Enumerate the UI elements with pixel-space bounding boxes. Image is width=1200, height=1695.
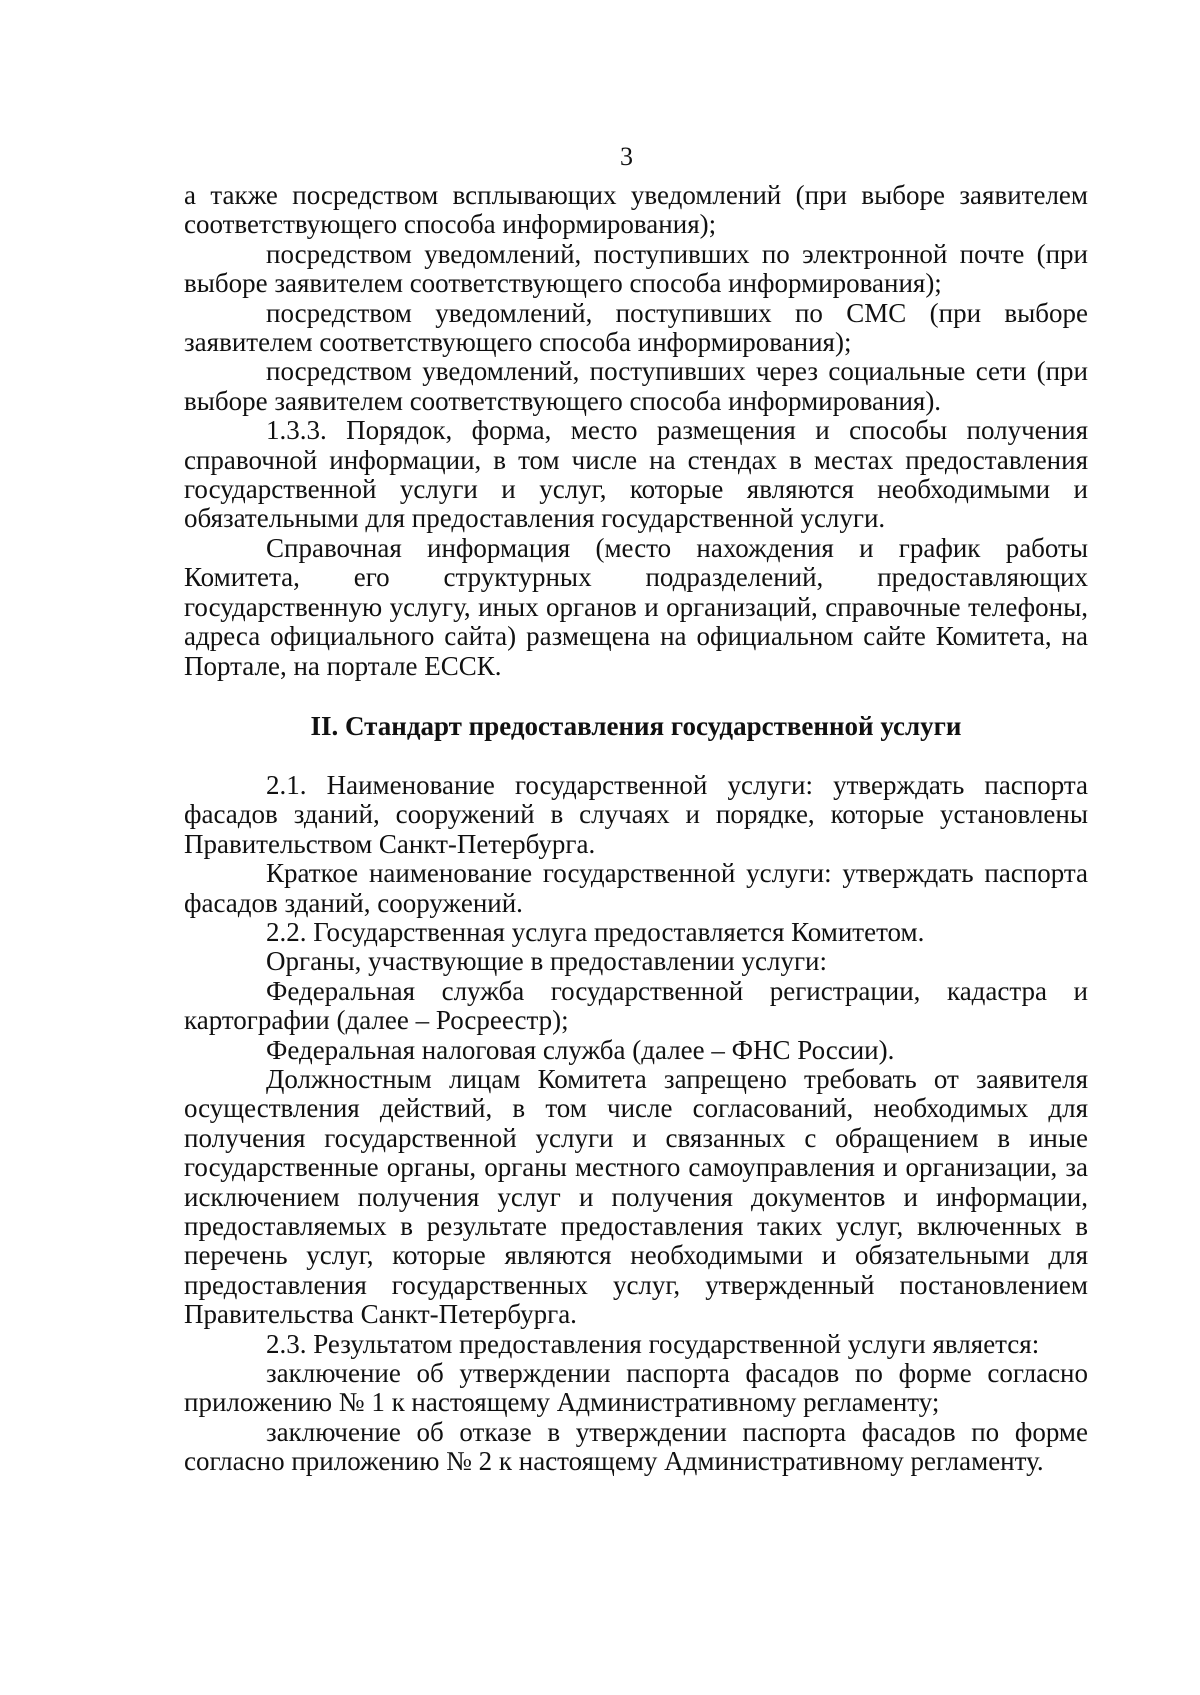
paragraph: Справочная информация (место нахождения и график работы Комитета, его структурных подразделений, предоставляющих государственную услугу, иных органов и организаций, справочные телефоны, адреса официального сайта) размещена на официальном сайте Комитета, на Портале, на портале ЕССК. bbox=[184, 532, 1088, 681]
paragraph: посредством уведомлений, поступивших по СМС (при выборе заявителем соответствующего способа информирования); bbox=[184, 297, 1088, 358]
paragraph: Федеральная служба государственной регистрации, кадастра и картографии (далее – Росреестр); bbox=[184, 975, 1088, 1036]
document-body bbox=[184, 181, 1088, 1477]
paragraph: заключение об отказе в утверждении паспорта фасадов по форме согласно приложению № 2 к настоящему Административному регламенту. bbox=[184, 1416, 1088, 1477]
paragraph: посредством уведомлений, поступивших через социальные сети (при выборе заявителем соответствующего способа информирования). bbox=[184, 356, 1088, 416]
paragraph: заключение об утверждении паспорта фасадов по форме согласно приложению № 1 к настоящему Административному регламенту; bbox=[184, 1358, 1088, 1418]
paragraph: а также посредством всплывающих уведомлений (при выборе заявителем соответствующего способа информирования); bbox=[184, 180, 1088, 240]
paragraph: Краткое наименование государственной услуги: утверждать паспорта фасадов зданий, сооружений. bbox=[184, 858, 1088, 918]
paragraph: посредством уведомлений, поступивших по электронной почте (при выборе заявителем соответствующего способа информирования); bbox=[184, 238, 1088, 299]
paragraph: 2.2. Государственная услуга предоставляется Комитетом. bbox=[266, 916, 925, 947]
paragraph: Должностным лицам Комитета запрещено требовать от заявителя осуществления действий, в том числе согласований, необходимых для получения государственной услуги и связанных с обращением в иные государственные органы, органы местного самоуправления и организации, за исключением получения услуг и получения документов и информации, предоставляемых в результате предоставления таких услуг, включенных в перечень услуг, которые являются необходимыми и обязательными для предоставления государственных услуг, утвержденный постановлением Правительства Санкт-Петербурга. bbox=[184, 1063, 1088, 1330]
paragraph: Федеральная налоговая служба (далее – ФНС России). bbox=[266, 1034, 895, 1065]
paragraph: Органы, участвующие в предоставлении услуги: bbox=[266, 946, 827, 977]
paragraph: 2.3. Результатом предоставления государственной услуги является: bbox=[266, 1328, 1040, 1359]
section-heading: II. Стандарт предоставления государственной услуги bbox=[310, 710, 962, 741]
paragraph: 1.3.3. Порядок, форма, место размещения и способы получения справочной информации, в том числе на стендах в местах предоставления государственной услуги и услуг, которые являются необходимыми и обязательными для предоставления государственной услуги. bbox=[184, 415, 1088, 534]
page-number: 3 bbox=[620, 142, 633, 171]
paragraph: 2.1. Наименование государственной услуги: утверждать паспорта фасадов зданий, сооружений в случаях и порядке, которые установлены Правительством Санкт-Петербурга. bbox=[184, 769, 1088, 859]
